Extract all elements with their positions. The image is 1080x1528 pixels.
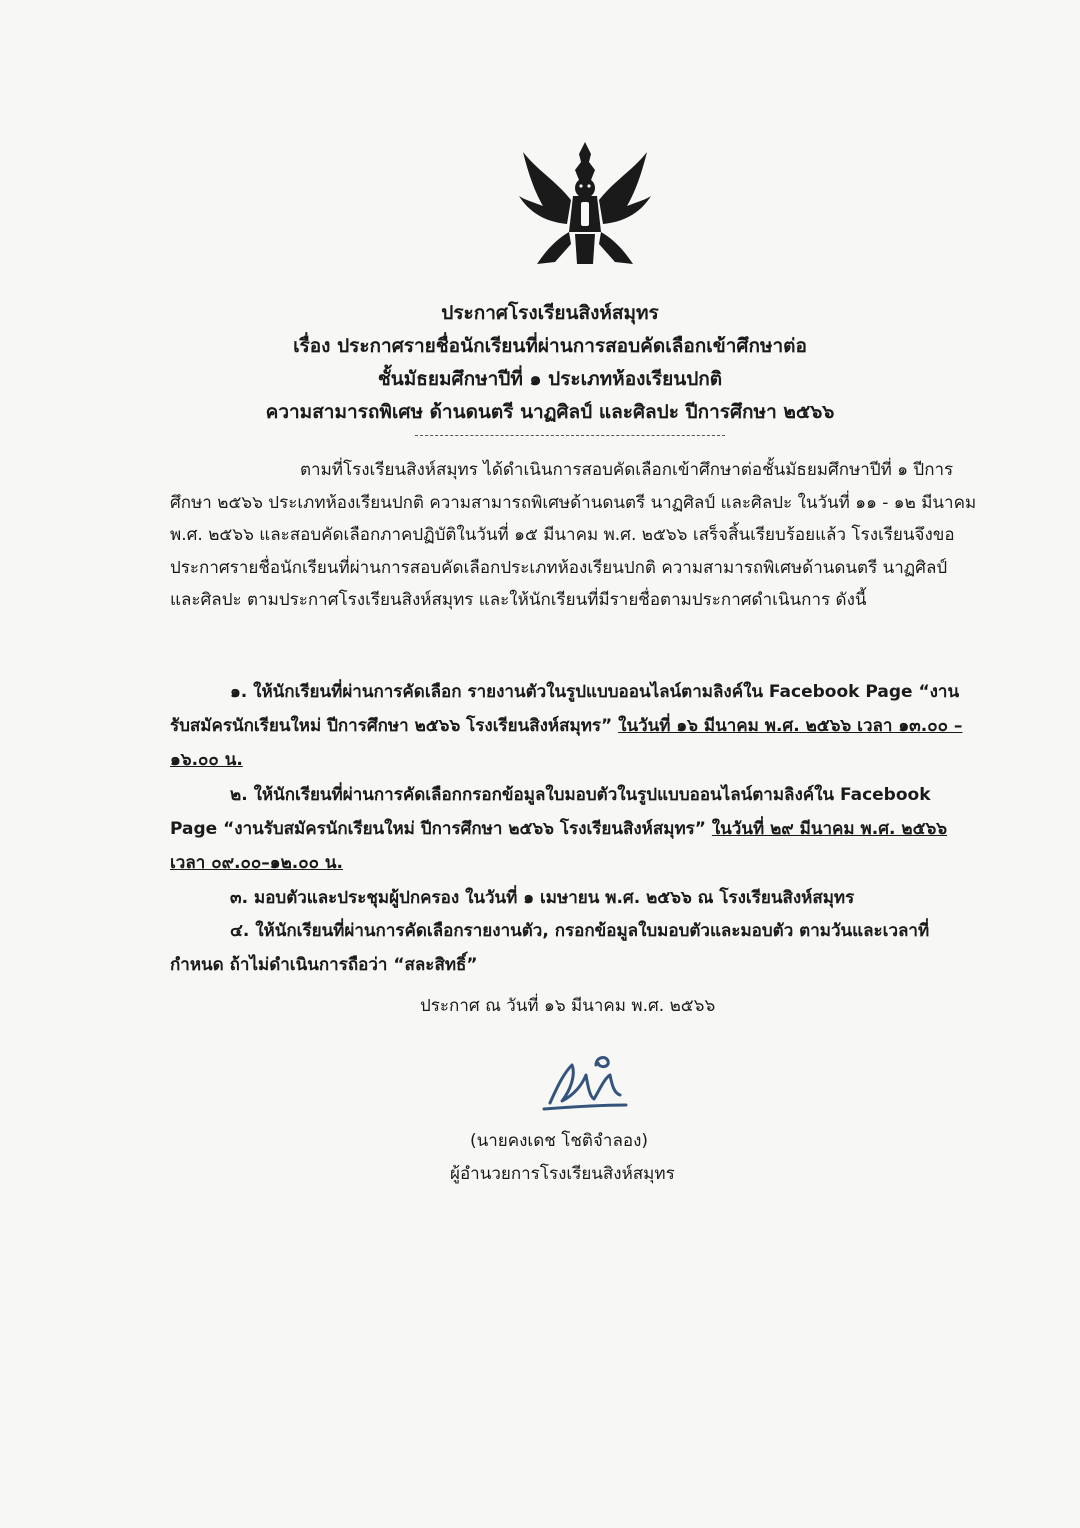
list-item-2 <box>170 778 978 880</box>
list-item-1-date: ในวันที่ ๑๖ มีนาคม พ.ศ. ๒๕๖๖ เวลา ๑๓.๐๐ – ๑๖.๐๐ น. <box>170 716 963 770</box>
list-item-1-text: ๑. ให้นักเรียนที่ผ่านการคัดเลือก รายงานตัวในรูปแบบออนไลน์ตามลิงค์ใน Facebook Page “งานรับสมัครนักเรียนใหม่ ปีการศึกษา ๒๕๖๖ โรงเรียนสิงห์สมุทร” <box>170 682 960 736</box>
garuda-emblem-icon <box>515 140 655 270</box>
list-item-3: ๓. มอบตัวและประชุมผู้ปกครอง ในวันที่ ๑ เมษายน พ.ศ. ๒๕๖๖ ณ โรงเรียนสิงห์สมุทร <box>230 888 855 908</box>
list-item-2-date: ในวันที่ ๒๙ มีนาคม พ.ศ. ๒๕๖๖ เวลา ๐๙.๐๐–๑๒.๐๐ น. <box>170 819 948 873</box>
announcement-title: ประกาศโรงเรียนสิงห์สมุทร <box>441 302 659 324</box>
announcement-program: ความสามารถพิเศษ ด้านดนตรี นาฏศิลป์ และศิลปะ ปีการศึกษา ๒๕๖๖ <box>265 401 835 423</box>
intro-paragraph: ตามที่โรงเรียนสิงห์สมุทร ได้ดำเนินการสอบคัดเลือกเข้าศึกษาต่อชั้นมัธยมศึกษาปีที่ ๑ ปีการศึกษา ๒๕๖๖ ประเภทห้องเรียนปกติ ความสามารถพิเศษด้านดนตรี นาฏศิลป์ และศิลปะ ในวันที่ ๑๑ - ๑๒ มีนาคม พ.ศ. ๒๕๖๖ และสอบคัดเลือกภาคปฏิบัติในวันที่ ๑๕ มีนาคม พ.ศ. ๒๕๖๖ เสร็จสิ้นเรียบร้อยแล้ว โรงเรียนจึงขอประกาศรายชื่อนักเรียนที่ผ่านการสอบคัดเลือกประเภทห้องเรียนปกติ ความสามารถพิเศษด้านดนตรี นาฏศิลป์ และศิลปะ ตามประกาศโรงเรียนสิงห์สมุทร และให้นักเรียนที่มีรายชื่อตามประกาศดำเนินการ ดังนี้ <box>170 460 977 610</box>
announcement-date: ประกาศ ณ วันที่ ๑๖ มีนาคม พ.ศ. ๒๕๖๖ <box>420 996 716 1016</box>
announcement-grade-type: ชั้นมัธยมศึกษาปีที่ ๑ ประเภทห้องเรียนปกติ <box>377 368 723 390</box>
signer-position: ผู้อำนวยการโรงเรียนสิงห์สมุทร <box>450 1164 675 1184</box>
signature-icon <box>540 1045 630 1115</box>
signer-name: (นายคงเดช โชติจำลอง) <box>470 1131 649 1151</box>
divider <box>415 435 725 436</box>
list-item-2-text: ๒. ให้นักเรียนที่ผ่านการคัดเลือกกรอกข้อมูลใบมอบตัวในรูปแบบออนไลน์ตามลิงค์ใน Facebook Page “งานรับสมัครนักเรียนใหม่ ปีการศึกษา ๒๕๖๖ โรงเรียนสิงห์สมุทร” <box>170 785 931 839</box>
announcement-subject: เรื่อง ประกาศรายชื่อนักเรียนที่ผ่านการสอบคัดเลือกเข้าศึกษาต่อ <box>293 335 807 357</box>
list-item-4: ๔. ให้นักเรียนที่ผ่านการคัดเลือกรายงานตัว, กรอกข้อมูลใบมอบตัวและมอบตัว ตามวันและเวลาที่กำหนด ถ้าไม่ดำเนินการถือว่า “สละสิทธิ์” <box>170 921 930 975</box>
list-item-1 <box>170 675 978 777</box>
